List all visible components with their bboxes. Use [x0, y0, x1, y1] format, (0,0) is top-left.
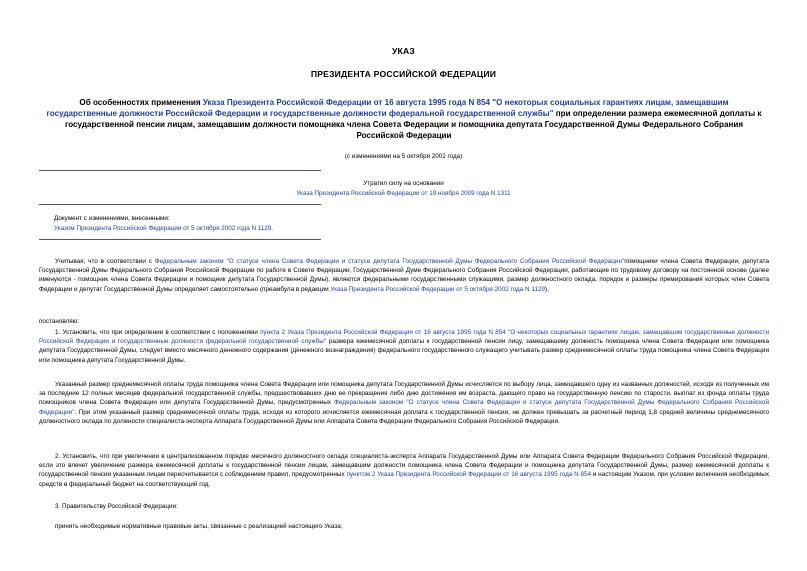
changes-note: (с изменениями на 5 октября 2002 года)	[344, 153, 463, 160]
doc-changes-label: Документ с изменениями, внесенными:	[54, 215, 170, 222]
divider	[39, 170, 321, 171]
paragraph-3	[39, 452, 769, 489]
preamble-paragraph	[39, 257, 769, 294]
preamble-decree-1129-link[interactable]: Указа Президента Российской Федерации от 5 октября 2002 года N 1129	[330, 285, 546, 293]
paragraph-5: принять необходимые нормативные правовые акты, связанные с реализацией настоящего Указа;	[55, 523, 343, 530]
p1-text-1: 1. Установить, что при определении в соответствии с положениями	[55, 329, 261, 336]
decree-word: постановляю:	[39, 318, 80, 325]
p1-text-2: размера ежемесячной доплаты к государственной пенсии лицу, замещавшему должность помощника члена Совета Федерации или помощника депутата Государственной Думы, следует вместо месячного денежного содержания (денежного вознаграждения) федерального государственного служащего учитывать размер среднемесячной оплаты труда помощника члена Совета Федерации или помощника депутата Государственной Думы.	[39, 338, 769, 364]
repeal-note: Утратил силу на основании	[363, 180, 444, 187]
divider	[39, 239, 321, 240]
heading-suffix: при определении размера ежемесячной доплаты к государственной пенсии лицам, замещавшим должности помощника члена Совета Федерации и помощника депутата Государственной Думы Федерального Собрания Российской Федерации	[64, 109, 762, 140]
doc-subtitle: ПРЕЗИДЕНТА РОССИЙСКОЙ ФЕДЕРАЦИИ	[310, 69, 497, 79]
p1-decree-854-link[interactable]: пункта 2 Указа Президента Российской Федерации от 16 августа 1995 года N 854 "О некоторых социальных гарантиях лицам, замещавшим государственные должности Российской Федерации и государственные должности федеральной государственной службы"	[39, 329, 769, 346]
p3-decree-854-link[interactable]: пунктом 2 Указа Президента Российской Федерации от 16 августа 1995 года N 854	[346, 471, 592, 479]
paragraph-4: 3. Правительству Российской Федерации:	[55, 503, 178, 510]
doc-title: УКАЗ	[392, 46, 415, 56]
paragraph-2	[39, 380, 769, 426]
p3-text-1: 2. Установить, что при увеличении в централизованном порядке месячного должностного оклада специалиста-эксперта Аппарата Государственной Думы или Аппарата Совета Федерации Федерального Собрания Российской Федерации, если это влечет увеличение размера ежемесячной доплаты к государственной пенсии лицам, замещавшим должности помощника члена Совета Федерации и помощника депутата Государственной Думы, размер ежемесячной доплаты к государственной пенсии указанным лицам пересчитывается с соблюдением правил, предусмотренных	[39, 453, 769, 479]
heading-prefix: Об особенностях применения	[79, 98, 203, 107]
preamble-federal-law-link[interactable]: Федеральным законом "О статусе члена Совета Федерации и статусе депутата Государственной Думы Федерального Собрания Российской Федерации"	[154, 258, 625, 265]
preamble-text-2: помощники члена Совета Федерации, депутата Государственной Думы Федерального Собрания Российской Федерации по работе в Совете Федерации, Государственной Думе Федерального Собрания Российской Федерации, работающие по трудовому договору на постоянной основе (далее именуются - помощник члена Совета Федерации и помощник депутата Государственной Думы), являются федеральными государственными служащими, размер должностного оклада, порядок и размеры премирования которых член Совета Федерации и депутат Государственной Думы определяет самостоятельно (преамбула в редакции	[39, 258, 770, 293]
heading-decree-854-link[interactable]: Указа Президента Российской Федерации от 16 августа 1995 года N 854 "О некоторых социальных гарантиях лицам, замещавшим государственные должности Российской Федерации и государственные должности федеральной государственной службы"	[46, 98, 729, 118]
p3-text-2: и настоящим Указом, при условии включения необходимых средств в федеральный бюджет на соответствующий год.	[39, 471, 769, 488]
divider	[39, 204, 321, 205]
repeal-decree-1311-link[interactable]: Указа Президента Российской Федерации от 19 ноября 2009 года N 1311	[296, 190, 511, 197]
preamble-text-3: ),	[545, 285, 549, 293]
preamble-text-1: Учитывая, что в соответствии с	[55, 258, 155, 265]
paragraph-1	[39, 328, 769, 365]
doc-changes-link[interactable]: Указом Президента Российской Федерации от 5 октября 2002 года N 1129.	[54, 225, 274, 232]
p2-federal-law-link[interactable]: Федеральным законом "О статусе члена Совета Федерации и статусе депутата Государственной Думы Федерального Собрания Российской Федерации"	[39, 399, 769, 416]
doc-heading	[44, 97, 764, 141]
p2-text-1: Указанный размер среднемесячной оплаты труда помощника члена Совета Федерации или помощника депутата Государственной Думы исчисляется по выбору лица, замещавшего одну из названных должностей, исходя из полученных им за последние 12 полных месяцев федеральной государственной службы, предшествовавших дню ее прекращения либо дню достижения им возраста, дающего право на государственную пенсию по старости, выплат из фонда оплаты труда помощников члена Совета Федерации или депутата Государственной Думы, предусмотренных	[39, 381, 769, 407]
p2-text-2: . При этом указанный размер среднемесячной оплаты труда, исходя из которого исчисляется ежемесячная доплата к государственной пенсии, не должен превышать за расчетный период 1,8 средней величины среднемесячного должностного оклада по должности специалиста-эксперта Аппарата Государственной Думы или Аппарата Совета Федерации Федерального Собрания Российской Федерации.	[39, 408, 769, 425]
